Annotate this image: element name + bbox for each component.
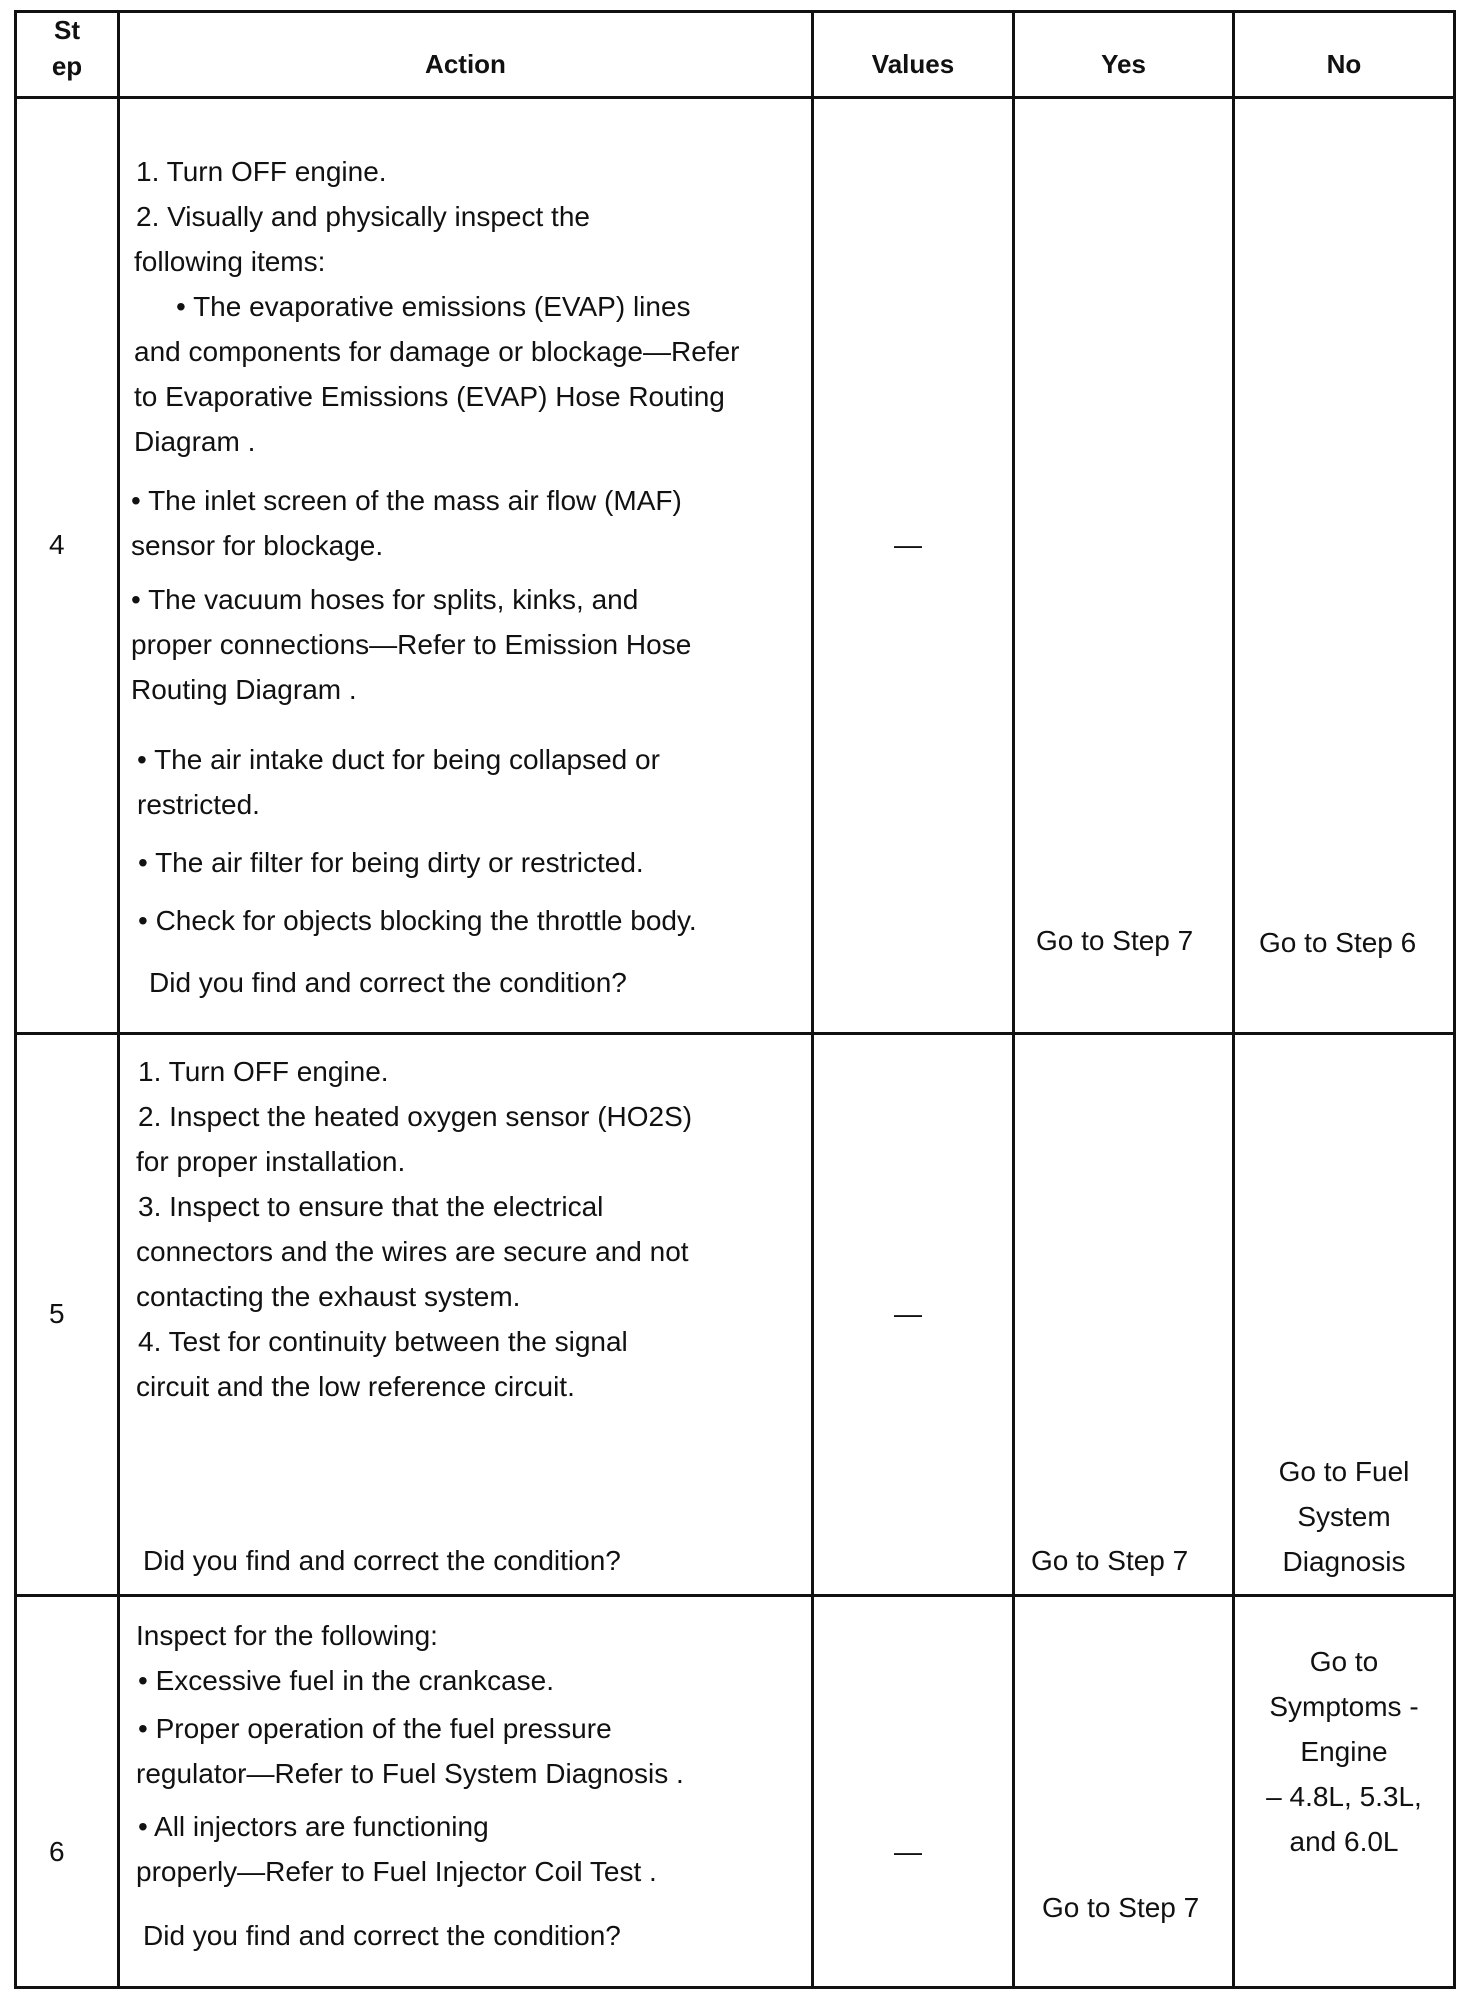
no-cell: Go to bbox=[1309, 1646, 1379, 1677]
action-line: 4. Test for continuity between the signal bbox=[138, 1326, 628, 1357]
action-line: 2. Visually and physically inspect the bbox=[136, 201, 590, 232]
action-line: to Evaporative Emissions (EVAP) Hose Routing bbox=[134, 381, 725, 412]
action-line: and components for damage or blockage—Refer bbox=[134, 336, 740, 367]
table-border-top bbox=[14, 10, 1456, 13]
no-cell: Go to Fuel bbox=[1278, 1456, 1410, 1487]
action-line: • The air filter for being dirty or restricted. bbox=[138, 847, 644, 878]
action-line: Inspect for the following: bbox=[136, 1620, 438, 1651]
action-line: 3. Inspect to ensure that the electrical bbox=[138, 1191, 604, 1222]
action-line: • The inlet screen of the mass air flow (MAF) bbox=[131, 485, 682, 516]
value-cell: — bbox=[894, 1836, 922, 1867]
column-divider bbox=[117, 10, 120, 1989]
action-line: properly—Refer to Fuel Injector Coil Test . bbox=[136, 1856, 657, 1887]
action-line: • The evaporative emissions (EVAP) lines bbox=[176, 291, 691, 322]
header-no: No bbox=[1326, 49, 1362, 79]
no-cell: Go to Step 6 bbox=[1259, 927, 1417, 958]
value-cell: — bbox=[894, 529, 922, 560]
action-line: • Excessive fuel in the crankcase. bbox=[138, 1665, 554, 1696]
action-line: • The air intake duct for being collapsed or bbox=[137, 744, 660, 775]
action-line: circuit and the low reference circuit. bbox=[136, 1371, 575, 1402]
action-line: restricted. bbox=[137, 789, 260, 820]
row-divider bbox=[14, 1032, 1456, 1035]
column-divider bbox=[811, 10, 814, 1989]
action-line: contacting the exhaust system. bbox=[136, 1281, 521, 1312]
action-line: 1. Turn OFF engine. bbox=[138, 1056, 389, 1087]
value-cell: — bbox=[894, 1298, 922, 1329]
action-question: Did you find and correct the condition? bbox=[143, 1545, 621, 1576]
header-values: Values bbox=[871, 49, 955, 79]
yes-cell: Go to Step 7 bbox=[1031, 1545, 1189, 1576]
no-cell: Engine bbox=[1300, 1736, 1388, 1767]
action-line: • All injectors are functioning bbox=[138, 1811, 489, 1842]
header-yes: Yes bbox=[1101, 49, 1146, 79]
step-number: 6 bbox=[49, 1836, 65, 1867]
action-line: • Proper operation of the fuel pressure bbox=[138, 1713, 612, 1744]
table-border-bottom bbox=[14, 1986, 1456, 1989]
action-line: 2. Inspect the heated oxygen sensor (HO2S) bbox=[138, 1101, 693, 1132]
action-line: 1. Turn OFF engine. bbox=[136, 156, 387, 187]
table-border-right bbox=[1453, 10, 1456, 1989]
no-cell: Diagnosis bbox=[1282, 1546, 1406, 1577]
step-number: 5 bbox=[49, 1298, 65, 1329]
action-question: Did you find and correct the condition? bbox=[149, 967, 627, 998]
header-divider bbox=[14, 96, 1456, 99]
action-question: Did you find and correct the condition? bbox=[143, 1920, 621, 1951]
action-line: Routing Diagram . bbox=[131, 674, 357, 705]
action-line: connectors and the wires are secure and not bbox=[136, 1236, 689, 1267]
no-cell: – 4.8L, 5.3L, bbox=[1266, 1781, 1422, 1812]
header-action: Action bbox=[425, 49, 506, 79]
action-line: sensor for blockage. bbox=[131, 530, 384, 561]
action-line: following items: bbox=[134, 246, 326, 277]
action-line: for proper installation. bbox=[136, 1146, 406, 1177]
action-line: proper connections—Refer to Emission Hose bbox=[131, 629, 692, 660]
header-step: St ep bbox=[51, 15, 83, 81]
action-line: regulator—Refer to Fuel System Diagnosis . bbox=[136, 1758, 684, 1789]
column-divider bbox=[1012, 10, 1015, 1989]
yes-cell: Go to Step 7 bbox=[1042, 1892, 1200, 1923]
no-cell: System bbox=[1297, 1501, 1391, 1532]
table-border-left bbox=[14, 10, 17, 1989]
action-line: • Check for objects blocking the throttle body. bbox=[138, 905, 697, 936]
action-line: • The vacuum hoses for splits, kinks, and bbox=[131, 584, 639, 615]
no-cell: Symptoms - bbox=[1269, 1691, 1419, 1722]
yes-cell: Go to Step 7 bbox=[1036, 925, 1194, 956]
row-divider bbox=[14, 1594, 1456, 1597]
step-number: 4 bbox=[49, 529, 65, 560]
action-line: Diagram . bbox=[134, 426, 256, 457]
no-cell: and 6.0L bbox=[1289, 1826, 1399, 1857]
